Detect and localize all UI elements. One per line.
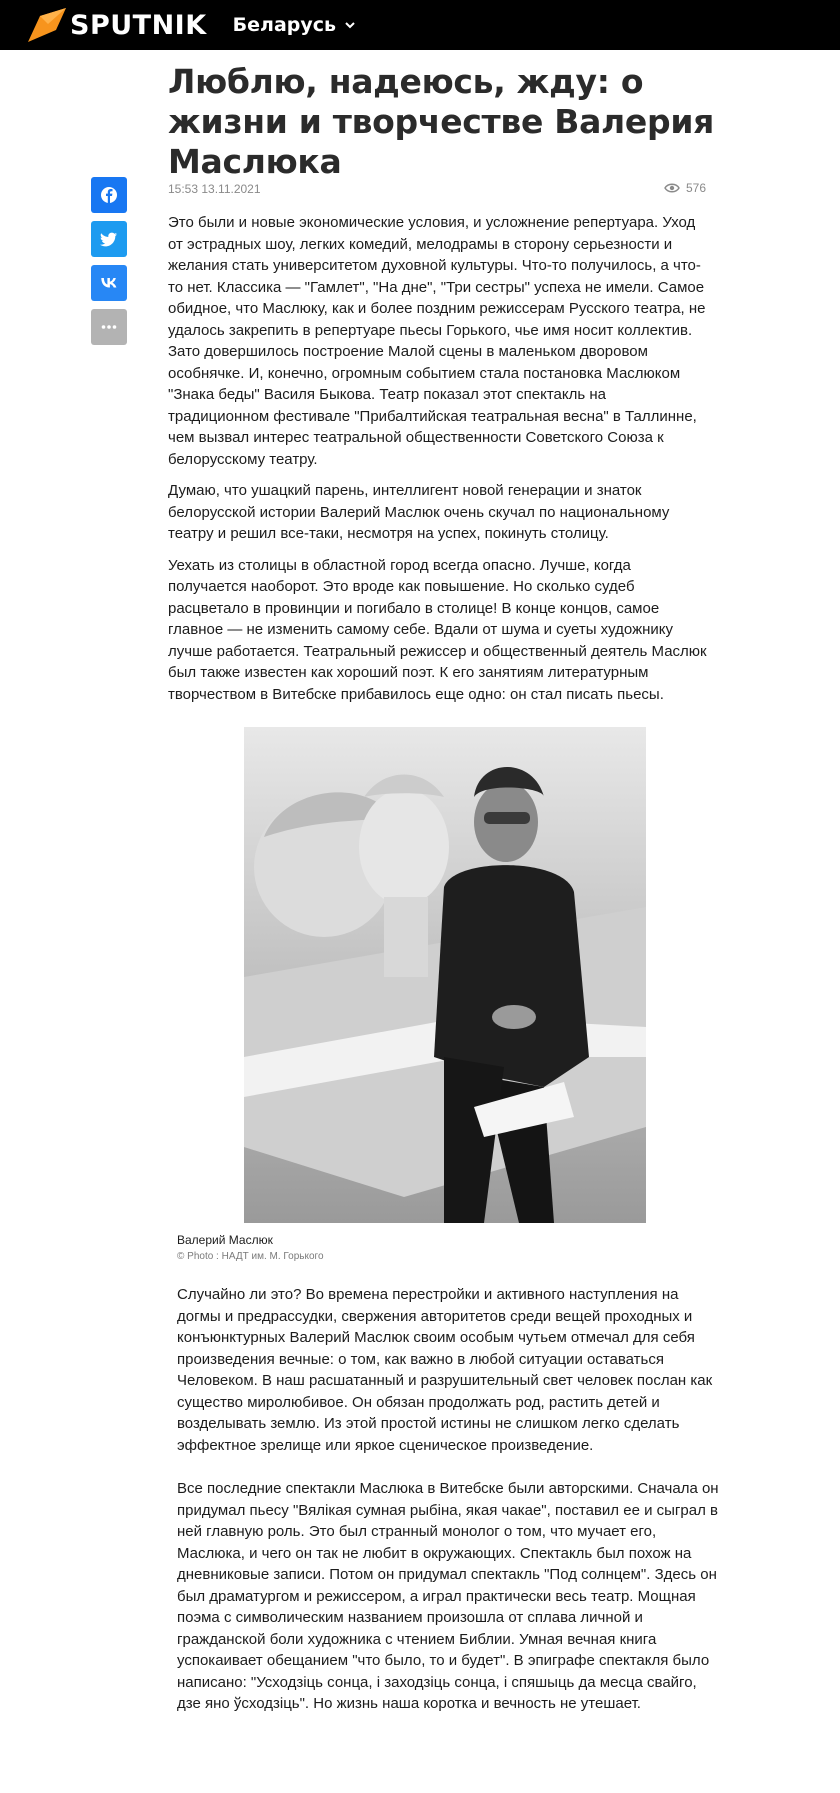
sputnik-logo[interactable] (26, 6, 207, 44)
photo-caption: Валерий Маслюк (177, 1233, 273, 1247)
views-counter (664, 181, 706, 195)
views-count: 576 (686, 181, 707, 195)
share-facebook-button[interactable] (91, 177, 127, 213)
more-icon (99, 317, 119, 337)
eye-icon (664, 182, 680, 194)
article-datetime: 15:53 13.11.2021 (168, 182, 261, 196)
article-body-top (168, 212, 710, 715)
article-body-bottom (177, 1284, 719, 1737)
share-bar (91, 177, 127, 353)
article-photo[interactable] (244, 727, 646, 1223)
chevron-down-icon (344, 19, 356, 31)
portrait-photo (244, 727, 646, 1223)
article-title: Люблю, надеюсь, жду: о жизни и творчестве Валерия Маслюка (168, 62, 715, 181)
article-paragraph: Уехать из столицы в областной город всегда опасно. Лучше, когда получается наоборот. Это вроде как повышение. Но сколько судеб расцветало в провинции и погибало в столице! В конце концов, самое главное — не изменить самому себе. Вдали от шума и суеты художнику лучше работается. Театральный режиссер и общественный деятель Маслюк был также известен как хороший поэт. К его занятиям литературным творчеством в Витебске прибавилось еще одно: он стал писать пьесы. (168, 556, 707, 703)
facebook-icon (99, 185, 119, 205)
article-paragraph: Все последние спектакли Маслюка в Витебске были авторскими. Сначала он придумал пьесу "Вялікая сумная рыбіна, якая чакае", поставил ее и сыграл в ней главную роль. Это был странный монолог о том, что мучает его, Маслюка, и чего он так не любит в окружающих. Спектакль был похож на дневниковые записи. Потом он придумал спектакль "Под солнцем". Здесь он был драматургом и режиссером, а играл практически весь театр. Мощная поэма с символическим названием произошла от сплава личной и гражданской боли художника с чтением Библии. Умная вечная книга успокаивает обещанием "что было, то и будет". В эпиграфе спектакля было написано: "Усходзіць сонца, і заходзіць сонца, і спяшыць да месца свайго, дзе яно ўсходзіць". Но жизнь наша коротка и вечность не утешает. (177, 1480, 719, 1712)
sputnik-logo-icon (26, 6, 68, 44)
twitter-icon (99, 229, 119, 249)
logo-text: SPUTNIK (70, 9, 207, 41)
share-more-button[interactable] (91, 309, 127, 345)
share-vk-button[interactable] (91, 265, 127, 301)
region-label: Беларусь (232, 14, 337, 36)
article-paragraph: Случайно ли это? Во времена перестройки и активного наступления на догмы и предрассудки, свержения авторитетов среди вещей проходных и конъюнктурных Валерий Маслюк своим особым чутьем отмечал для себя произведения вечные: о том, как важно в любой ситуации оставаться Человеком. В наш расшатанный и разрушительный свет человек послан как существо миролюбивое. Он обязан продолжать род, растить детей и возделывать землю. Из этой простой истины не слишком легко сделать эффектное зрелище или яркое сценическое произведение. (177, 1286, 713, 1454)
photo-credit: © Photo : НАДТ им. М. Горького (177, 1251, 324, 1262)
vk-icon (99, 273, 119, 293)
region-selector[interactable] (233, 14, 356, 36)
share-twitter-button[interactable] (91, 221, 127, 257)
site-header (0, 0, 840, 50)
article-paragraph: Думаю, что ушацкий парень, интеллигент новой генерации и знаток белорусской истории Валерий Маслюк очень скучал по национальному театру и решил все-таки, несмотря на успех, покинуть столицу. (168, 482, 670, 542)
article-paragraph: Это были и новые экономические условия, и усложнение репертуара. Уход от эстрадных шоу, легких комедий, мелодрамы в сторону серьезности и желания стать университетом духовной культуры. Что-то получилось, а что-то нет. Классика — "Гамлет", "На дне", "Три сестры" успеха не имели. Самое обидное, что Маслюку, как и более поздним режиссерам Русского театра, не удалось закрепить в репертуаре пьесы Горького, чье имя носит коллектив. Зато довершилось построение Малой сцены в маленьком дворовом особнячке. И, конечно, огромным событием стала постановка Маслюком "Знака беды" Василя Быкова. Театр показал этот спектакль на традиционном фестивале "Прибалтийская театральная весна" в Таллинне, чем вызвал интерес театральной общественности Советского Союза к белорусскому театру. (168, 214, 706, 468)
